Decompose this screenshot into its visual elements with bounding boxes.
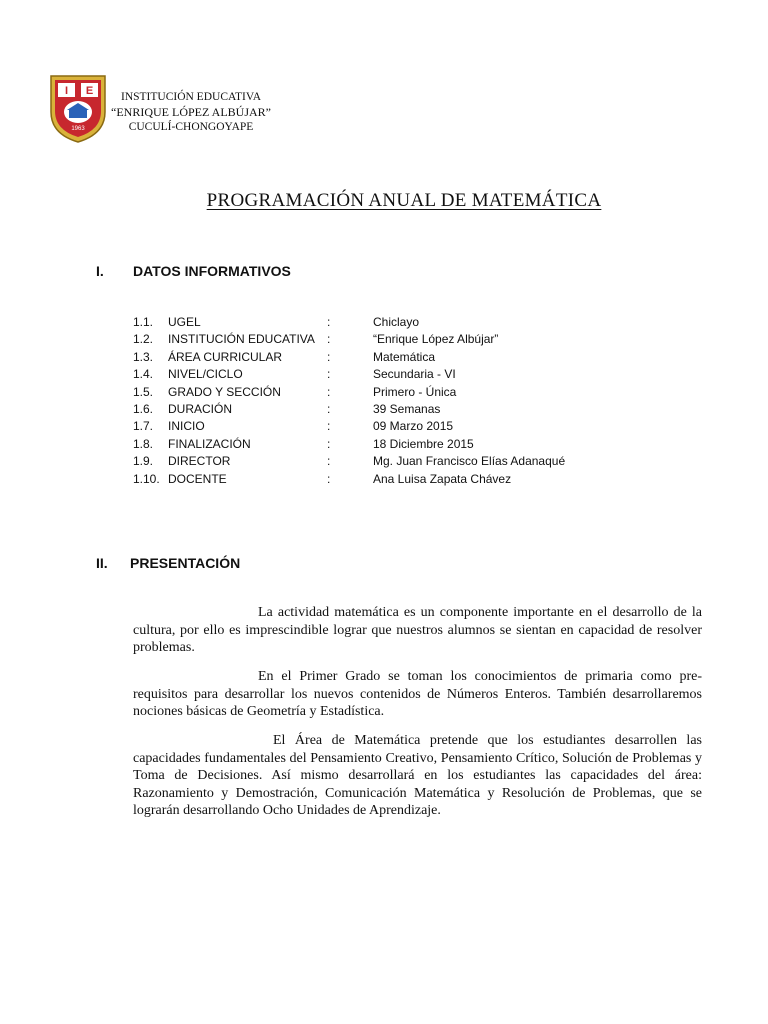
info-row-colon: : <box>327 436 331 451</box>
info-row-label: NIVEL/CICLO <box>168 367 243 382</box>
institution-line-2: “ENRIQUE LÓPEZ ALBÚJAR” <box>111 105 271 119</box>
info-row-value: Primero - Única <box>373 384 457 399</box>
info-row-number: 1.10. <box>133 471 160 486</box>
presentation-paragraph-1: La actividad matemática es un componente importante en el desarrollo de la cultura, por ello es imprescindible lograr que nuestros alumnos se sientan en capacidad de resolver problemas. <box>133 605 702 656</box>
section-1-number: I. <box>96 263 104 279</box>
presentation-paragraph-2: En el Primer Grado se toman los conocimientos de primaria como pre-requisitos para desarrollar los nuevos contenidos de Números Enteros. También desarrollaremos nociones básicas de Geometría y Estadística. <box>133 669 702 720</box>
info-row <box>133 436 693 453</box>
info-list <box>133 314 693 488</box>
info-row-colon: : <box>327 454 331 469</box>
crest-letter-e: E <box>85 85 94 97</box>
info-row-value: Matemática <box>373 349 436 364</box>
info-row-number: 1.2. <box>133 332 154 347</box>
school-crest-logo <box>49 72 107 144</box>
info-row-colon: : <box>327 471 331 486</box>
info-row-colon: : <box>327 349 331 364</box>
info-row-value: 18 Diciembre 2015 <box>373 436 474 451</box>
info-row-value: “Enrique López Albújar” <box>373 332 499 347</box>
info-row-label: DOCENTE <box>168 471 227 486</box>
section-1-title: DATOS INFORMATIVOS <box>133 263 291 279</box>
info-row <box>133 384 693 401</box>
info-row-number: 1.5. <box>133 384 154 399</box>
info-row-colon: : <box>327 419 331 434</box>
info-row-label: ÁREA CURRICULAR <box>168 349 283 364</box>
info-row <box>133 453 693 470</box>
info-row <box>133 366 693 383</box>
info-row-number: 1.7. <box>133 419 154 434</box>
info-row-number: 1.3. <box>133 349 154 364</box>
info-row-colon: : <box>327 401 331 416</box>
institution-line-1: INSTITUCIÓN EDUCATIVA <box>120 91 262 103</box>
info-row-number: 1.6. <box>133 401 154 416</box>
crest-year: 1963 <box>71 126 85 132</box>
info-row-colon: : <box>327 384 331 399</box>
info-row-label: DURACIÓN <box>168 401 233 416</box>
info-row <box>133 401 693 418</box>
crest-letter-i: I <box>64 85 69 97</box>
info-row-label: UGEL <box>168 315 201 329</box>
document-title: PROGRAMACIÓN ANUAL DE MATEMÁTICA <box>206 190 602 211</box>
info-row-colon: : <box>327 367 331 382</box>
info-row-label: INSTITUCIÓN EDUCATIVA <box>168 332 315 347</box>
info-row-label: FINALIZACIÓN <box>168 436 251 451</box>
info-row-colon: : <box>327 315 331 329</box>
info-row-value: Chiclayo <box>373 315 420 329</box>
info-row-number: 1.1. <box>133 315 154 329</box>
info-row-value: Ana Luisa Zapata Chávez <box>373 471 512 486</box>
info-row-label: INICIO <box>168 419 205 434</box>
presentation-paragraph-3: El Área de Matemática pretende que los estudiantes desarrollen las capacidades fundamentales del Pensamiento Creativo, Pensamiento Crítico, Solución de Problemas y Toma de Decisiones. Así mismo desarrollará en los estudiantes las capacidades del área: Razonamiento y Demostración, Comunicación Matemática y Resolución de Problemas, que se lograrán desarrollando Ocho Unidades de Aprendizaje. <box>133 733 702 819</box>
info-row-value: Secundaria - VI <box>373 367 456 382</box>
info-row <box>133 471 693 488</box>
info-row-number: 1.9. <box>133 454 154 469</box>
institution-header <box>107 90 275 135</box>
institution-line-3: CUCULÍ-CHONGOYAPE <box>128 121 254 133</box>
info-row-label: GRADO Y SECCIÓN <box>168 384 281 399</box>
info-row <box>133 331 693 348</box>
info-row-number: 1.4. <box>133 367 154 382</box>
info-row-colon: : <box>327 332 331 347</box>
info-row-label: DIRECTOR <box>168 454 231 469</box>
info-row-value: Mg. Juan Francisco Elías Adanaqué <box>373 454 566 469</box>
info-row <box>133 314 693 331</box>
section-2-title: PRESENTACIÓN <box>130 555 241 571</box>
info-row-value: 09 Marzo 2015 <box>373 419 454 434</box>
info-row-number: 1.8. <box>133 436 154 451</box>
section-2-number: II. <box>96 555 108 571</box>
info-row-value: 39 Semanas <box>373 401 441 416</box>
info-row <box>133 418 693 435</box>
info-row <box>133 349 693 366</box>
